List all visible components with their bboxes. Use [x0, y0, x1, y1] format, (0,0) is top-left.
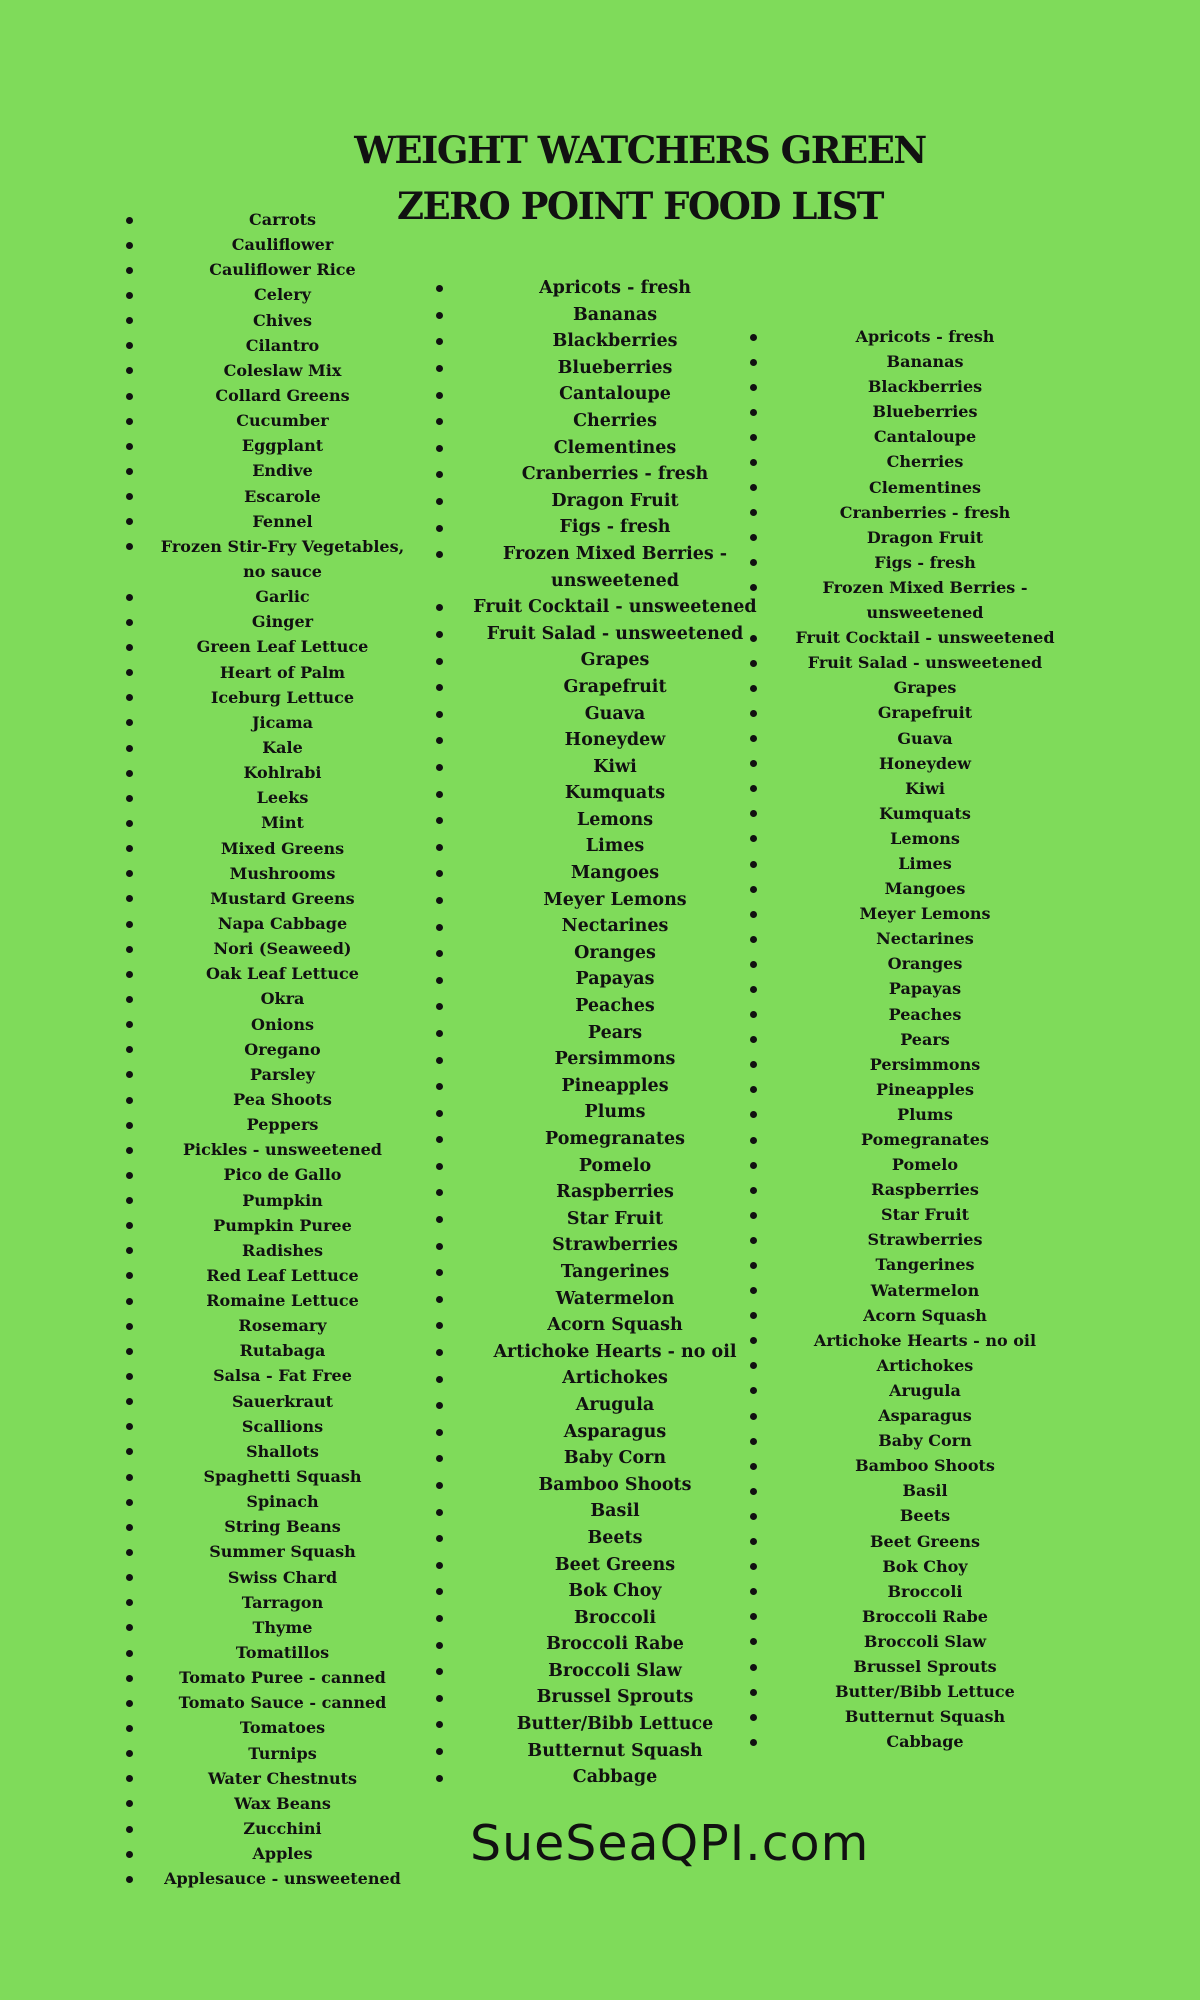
list-item: Pomegranates: [785, 1127, 1065, 1152]
list-item: Pea Shoots: [150, 1087, 415, 1112]
list-item: Blackberries: [785, 374, 1065, 399]
list-item: Broccoli Rabe: [465, 1631, 765, 1658]
list-item: Acorn Squash: [785, 1303, 1065, 1328]
list-item: Tarragon: [150, 1590, 415, 1615]
list-item: Tangerines: [465, 1259, 765, 1286]
list-item: Blackberries: [465, 328, 765, 355]
list-item: Cabbage: [465, 1764, 765, 1791]
list-item: Grapefruit: [465, 674, 765, 701]
list-item: Pineapples: [785, 1077, 1065, 1102]
list-item: Peaches: [465, 993, 765, 1020]
list-item: Baby Corn: [785, 1428, 1065, 1453]
list-item: Jicama: [150, 710, 415, 735]
list-item: Pumpkin: [150, 1188, 415, 1213]
list-item: Apricots - fresh: [785, 324, 1065, 349]
list-item: Brussel Sprouts: [465, 1684, 765, 1711]
list-item: Broccoli Rabe: [785, 1604, 1065, 1629]
list-item: Artichokes: [785, 1353, 1065, 1378]
list-item: Honeydew: [785, 751, 1065, 776]
list-item: Tomato Sauce - canned: [150, 1690, 415, 1715]
list-item: Artichoke Hearts - no oil: [465, 1339, 765, 1366]
list-item: Watermelon: [465, 1286, 765, 1313]
list-item: Meyer Lemons: [785, 901, 1065, 926]
list-item: Oregano: [150, 1037, 415, 1062]
list-item: Lemons: [785, 826, 1065, 851]
list-item: Pickles - unsweetened: [150, 1137, 415, 1162]
list-item: Clementines: [465, 435, 765, 462]
list-item: Persimmons: [465, 1046, 765, 1073]
list-item: Mangoes: [785, 876, 1065, 901]
list-item: Lemons: [465, 807, 765, 834]
list-item: Kohlrabi: [150, 760, 415, 785]
list-item: Pears: [465, 1020, 765, 1047]
list-item: Broccoli: [465, 1605, 765, 1632]
list-item: Bananas: [785, 349, 1065, 374]
list-item: Cabbage: [785, 1729, 1065, 1754]
list-item: Beets: [465, 1525, 765, 1552]
list-item: Swiss Chard: [150, 1565, 415, 1590]
list-item: Artichoke Hearts - no oil: [785, 1328, 1065, 1353]
list-item: Arugula: [465, 1392, 765, 1419]
list-item: Cranberries - fresh: [465, 461, 765, 488]
list-item: Eggplant: [150, 433, 415, 458]
list-item: Meyer Lemons: [465, 887, 765, 914]
list-item: Kumquats: [785, 801, 1065, 826]
list-item: Grapefruit: [785, 700, 1065, 725]
list-item: Papayas: [785, 976, 1065, 1001]
list-item: Escarole: [150, 484, 415, 509]
list-item: Raspberries: [785, 1177, 1065, 1202]
list-item: Brussel Sprouts: [785, 1654, 1065, 1679]
duplicate-fruit-and-vegetable-list-column: [785, 324, 1065, 1754]
list-item: Napa Cabbage: [150, 911, 415, 936]
list-item: Kale: [150, 735, 415, 760]
list-item: Cherries: [465, 408, 765, 435]
list-item: Summer Squash: [150, 1539, 415, 1564]
list-item: Pumpkin Puree: [150, 1213, 415, 1238]
list-item: String Beans: [150, 1514, 415, 1539]
list-item: Butternut Squash: [465, 1738, 765, 1765]
list-item: Tangerines: [785, 1252, 1065, 1277]
list-item: Nori (Seaweed): [150, 936, 415, 961]
list-item: Strawberries: [465, 1232, 765, 1259]
list-item: Star Fruit: [465, 1206, 765, 1233]
list-item: Mustard Greens: [150, 886, 415, 911]
list-item: Radishes: [150, 1238, 415, 1263]
list-item: Watermelon: [785, 1278, 1065, 1303]
list-item: Figs - fresh: [465, 514, 765, 541]
list-item: Pineapples: [465, 1073, 765, 1100]
list-item: Scallions: [150, 1414, 415, 1439]
list-item: Pomelo: [465, 1153, 765, 1180]
list-item: Salsa - Fat Free: [150, 1363, 415, 1388]
list-item: Bananas: [465, 302, 765, 329]
list-item: Cantaloupe: [785, 424, 1065, 449]
list-item: Limes: [465, 833, 765, 860]
list-item: Kiwi: [785, 776, 1065, 801]
list-item: Broccoli Slaw: [785, 1629, 1065, 1654]
list-item: Peaches: [785, 1002, 1065, 1027]
list-item: Raspberries: [465, 1179, 765, 1206]
list-item: Beet Greens: [465, 1552, 765, 1579]
list-item: Okra: [150, 986, 415, 1011]
list-item: Turnips: [150, 1741, 415, 1766]
list-item: Cauliflower: [150, 232, 415, 257]
list-item: Ginger: [150, 609, 415, 634]
list-item: Guava: [785, 726, 1065, 751]
list-item: Fruit Salad - unsweetened: [785, 650, 1065, 675]
list-item: Sauerkraut: [150, 1389, 415, 1414]
list-item: Iceburg Lettuce: [150, 685, 415, 710]
list-item: Kiwi: [465, 754, 765, 781]
list-item: Butternut Squash: [785, 1704, 1065, 1729]
list-item: Mixed Greens: [150, 836, 415, 861]
list-item: Red Leaf Lettuce: [150, 1263, 415, 1288]
list-item: Bamboo Shoots: [465, 1472, 765, 1499]
list-item: Asparagus: [465, 1419, 765, 1446]
list-item: Heart of Palm: [150, 660, 415, 685]
list-item: Arugula: [785, 1378, 1065, 1403]
list-item: Kumquats: [465, 780, 765, 807]
list-item: Wax Beans: [150, 1791, 415, 1816]
list-item: Baby Corn: [465, 1445, 765, 1472]
list-item: Water Chestnuts: [150, 1766, 415, 1791]
list-item: Bok Choy: [785, 1554, 1065, 1579]
list-item: Mangoes: [465, 860, 765, 887]
list-item: Bok Choy: [465, 1578, 765, 1605]
list-item: Dragon Fruit: [465, 488, 765, 515]
list-item: Oranges: [785, 951, 1065, 976]
list-item: Blueberries: [465, 355, 765, 382]
list-item: Acorn Squash: [465, 1312, 765, 1339]
list-item: Fennel: [150, 509, 415, 534]
list-item: Apricots - fresh: [465, 275, 765, 302]
list-item: Honeydew: [465, 727, 765, 754]
list-item: Garlic: [150, 584, 415, 609]
list-item: Papayas: [465, 966, 765, 993]
list-item: Plums: [465, 1099, 765, 1126]
list-item: Cranberries - fresh: [785, 500, 1065, 525]
list-item: Green Leaf Lettuce: [150, 634, 415, 659]
list-item: Rosemary: [150, 1313, 415, 1338]
list-item: Cucumber: [150, 408, 415, 433]
list-item: Rutabaga: [150, 1338, 415, 1363]
list-item: Strawberries: [785, 1227, 1065, 1252]
list-item: Oak Leaf Lettuce: [150, 961, 415, 986]
list-item: Butter/Bibb Lettuce: [465, 1711, 765, 1738]
list-item: Tomato Puree - canned: [150, 1665, 415, 1690]
list-item: Artichokes: [465, 1365, 765, 1392]
list-item: Plums: [785, 1102, 1065, 1127]
list-item: Grapes: [785, 675, 1065, 700]
list-item: Onions: [150, 1012, 415, 1037]
list-item: Spinach: [150, 1489, 415, 1514]
list-item: Frozen Stir-Fry Vegetables, no sauce: [150, 534, 415, 584]
list-item: Limes: [785, 851, 1065, 876]
list-item: Basil: [785, 1478, 1065, 1503]
list-item: Bamboo Shoots: [785, 1453, 1065, 1478]
website-url: SueSeaQPI.com: [470, 1815, 870, 1872]
list-item: Pomegranates: [465, 1126, 765, 1153]
list-item: Figs - fresh: [785, 550, 1065, 575]
list-item: Beets: [785, 1503, 1065, 1528]
list-item: Leeks: [150, 785, 415, 810]
list-item: Collard Greens: [150, 383, 415, 408]
list-item: Carrots: [150, 207, 415, 232]
list-item: Nectarines: [465, 913, 765, 940]
list-item: Peppers: [150, 1112, 415, 1137]
list-item: Endive: [150, 458, 415, 483]
list-item: Grapes: [465, 647, 765, 674]
list-item: Tomatoes: [150, 1715, 415, 1740]
list-item: Blueberries: [785, 399, 1065, 424]
list-item: Cherries: [785, 449, 1065, 474]
list-item: Thyme: [150, 1615, 415, 1640]
list-item: Fruit Cocktail - unsweetened: [465, 594, 765, 621]
list-item: Broccoli Slaw: [465, 1658, 765, 1685]
list-item: Applesauce - unsweetened: [150, 1866, 415, 1891]
list-item: Mint: [150, 810, 415, 835]
list-item: Mushrooms: [150, 861, 415, 886]
list-item: Clementines: [785, 475, 1065, 500]
list-item: Cilantro: [150, 333, 415, 358]
title-line-1: WEIGHT WATCHERS GREEN: [354, 128, 926, 172]
list-item: Asparagus: [785, 1403, 1065, 1428]
list-item: Star Fruit: [785, 1202, 1065, 1227]
list-item: Zucchini: [150, 1816, 415, 1841]
list-item: Shallots: [150, 1439, 415, 1464]
list-item: Celery: [150, 282, 415, 307]
list-item: Tomatillos: [150, 1640, 415, 1665]
fruit-and-vegetable-list-column: [465, 275, 765, 1791]
list-item: Beet Greens: [785, 1529, 1065, 1554]
list-item: Frozen Mixed Berries - unsweetened: [465, 541, 765, 594]
list-item: Romaine Lettuce: [150, 1288, 415, 1313]
list-item: Oranges: [465, 940, 765, 967]
list-item: Guava: [465, 701, 765, 728]
list-item: Pears: [785, 1027, 1065, 1052]
list-item: Pico de Gallo: [150, 1162, 415, 1187]
list-item: Pomelo: [785, 1152, 1065, 1177]
list-item: Fruit Salad - unsweetened: [465, 621, 765, 648]
list-item: Fruit Cocktail - unsweetened: [785, 625, 1065, 650]
vegetable-list-column: [150, 207, 415, 1891]
list-item: Dragon Fruit: [785, 525, 1065, 550]
list-item: Cauliflower Rice: [150, 257, 415, 282]
list-item: Butter/Bibb Lettuce: [785, 1679, 1065, 1704]
title-line-2: ZERO POINT FOOD LIST: [397, 184, 883, 228]
list-item: Persimmons: [785, 1052, 1065, 1077]
list-item: Broccoli: [785, 1579, 1065, 1604]
list-item: Coleslaw Mix: [150, 358, 415, 383]
list-item: Parsley: [150, 1062, 415, 1087]
list-item: Basil: [465, 1498, 765, 1525]
list-item: Frozen Mixed Berries - unsweetened: [785, 575, 1065, 625]
list-item: Spaghetti Squash: [150, 1464, 415, 1489]
list-item: Chives: [150, 308, 415, 333]
list-item: Cantaloupe: [465, 381, 765, 408]
list-item: Apples: [150, 1841, 415, 1866]
list-item: Nectarines: [785, 926, 1065, 951]
